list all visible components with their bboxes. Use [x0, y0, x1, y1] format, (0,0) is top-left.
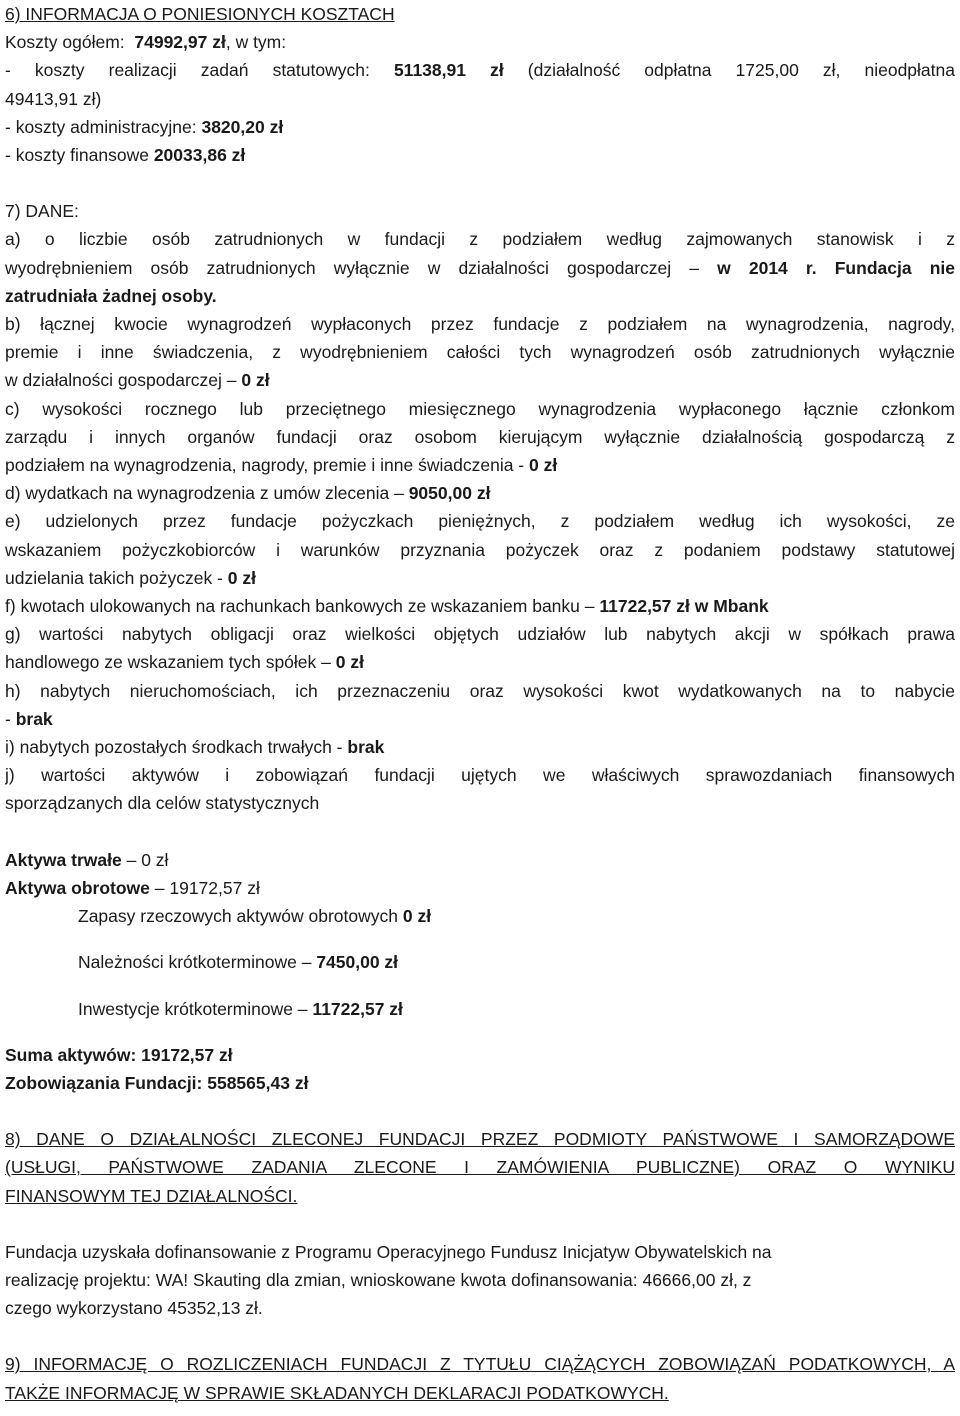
- item-d-line-1: d) wydatkach na wynagrodzenia z umów zlecenia – 9050,00 zł: [5, 483, 491, 504]
- costs-statutory: - koszty realizacji zadań statutowych: 51138,91 zł (działalność odpłatna 1725,00 zł, nieodpłatna: [5, 60, 955, 81]
- item-h-line-2: - brak: [5, 708, 53, 729]
- assets-receivables: Należności krótkoterminowe – 7450,00 zł: [78, 952, 399, 973]
- item-e-line-3: udzielania takich pożyczek - 0 zł: [5, 567, 256, 588]
- item-i-line-1: i) nabytych pozostałych środkach trwałych - brak: [5, 737, 385, 758]
- item-b-line-2: premie i inne świadczenia, z wyodrębnieniem całości tych wynagrodzeń osób zatrudnionych wyłącznie: [5, 342, 955, 363]
- costs-admin: - koszty administracyjne: 3820,20 zł: [5, 116, 284, 137]
- section-8-heading-line-2: (USŁUGI, PAŃSTWOWE ZADANIA ZLECONE I ZAMÓWIENIA PUBLICZNE) ORAZ O WYNIKU: [5, 1157, 955, 1178]
- item-a-line-2: wyodrębnieniem osób zatrudnionych wyłącznie w działalności gospodarczej – w 2014 r. Fundacja nie: [5, 257, 955, 278]
- section-9-heading-line-2: TAKŻE INFORMACJĘ W SPRAWIE SKŁADANYCH DEKLARACJI PODATKOWYCH.: [5, 1382, 669, 1403]
- item-h-line-1: h) nabytych nieruchomościach, ich przeznaczeniu oraz wysokości kwot wydatkowanych na to nabycie: [5, 680, 955, 701]
- assets-sum: Suma aktywów: 19172,57 zł: [5, 1044, 233, 1065]
- costs-financial: - koszty finansowe 20033,86 zł: [5, 145, 246, 166]
- item-c-line-3: podziałem na wynagrodzenia, nagrody, premie i inne świadczenia - 0 zł: [5, 455, 558, 476]
- item-f-line-1: f) kwotach ulokowanych na rachunkach bankowych ze wskazaniem banku – 11722,57 zł w Mbank: [5, 596, 769, 617]
- item-g-line-1: g) wartości nabytych obligacji oraz wielkości objętych udziałów lub nabytych akcji w spółkach prawa: [5, 624, 955, 645]
- section-8-heading-line-3: FINANSOWYM TEJ DZIAŁALNOŚCI.: [5, 1185, 298, 1206]
- costs-total: Koszty ogółem: 74992,97 zł, w tym:: [5, 32, 287, 53]
- item-j-line-2: sporządzanych dla celów statystycznych: [5, 793, 320, 814]
- assets-investments: Inwestycje krótkoterminowe – 11722,57 zł: [78, 998, 403, 1019]
- section-8-paragraph-line-3: czego wykorzystano 45352,13 zł.: [5, 1298, 263, 1319]
- item-b-line-1: b) łącznej kwocie wynagrodzeń wypłaconych przez fundacje z podziałem na wynagrodzenia, nagrody,: [5, 314, 955, 335]
- section-8-paragraph-line-2: realizację projektu: WA! Skauting dla zmian, wnioskowane kwota dofinansowania: 46666,00 zł, z: [5, 1269, 752, 1290]
- liabilities-total: Zobowiązania Fundacji: 558565,43 zł: [5, 1072, 309, 1093]
- section-8-heading-line-1: 8) DANE O DZIAŁALNOŚCI ZLECONEJ FUNDACJI PRZEZ PODMIOTY PAŃSTWOWE I SAMORZĄDOWE: [5, 1129, 955, 1150]
- item-j-line-1: j) wartości aktywów i zobowiązań fundacji ujętych we właściwych sprawozdaniach finansowych: [5, 765, 955, 786]
- item-e-line-2: wskazaniem pożyczkobiorców i warunków przyznania pożyczek oraz z podaniem podstawy statutowej: [5, 539, 955, 560]
- section-7-heading: 7) DANE:: [5, 201, 79, 222]
- assets-inventory: Zapasy rzeczowych aktywów obrotowych 0 zł: [78, 906, 432, 927]
- item-a-line-3: zatrudniała żadnej osoby.: [5, 285, 217, 306]
- item-b-line-3: w działalności gospodarczej – 0 zł: [5, 370, 270, 391]
- item-c-line-2: zarządu i innych organów fundacji oraz osobom kierującym wyłącznie działalnością gospodarczą z: [5, 426, 955, 447]
- assets-current: Aktywa obrotowe – 19172,57 zł: [5, 877, 260, 898]
- item-a-line-1: a) o liczbie osób zatrudnionych w fundacji z podziałem według zajmowanych stanowisk i z: [5, 229, 955, 250]
- item-g-line-2: handlowego ze wskazaniem tych spółek – 0 zł: [5, 652, 364, 673]
- section-9-heading-line-1: 9) INFORMACJĘ O ROZLICZENIACH FUNDACJI Z TYTUŁU CIĄŻĄCYCH ZOBOWIĄZAŃ PODATKOWYCH, A: [5, 1354, 955, 1375]
- section-8-paragraph-line-1: Fundacja uzyskała dofinansowanie z Programu Operacyjnego Fundusz Inicjatyw Obywatelskich na: [5, 1241, 772, 1262]
- assets-fixed: Aktywa trwałe – 0 zł: [5, 849, 169, 870]
- item-e-line-1: e) udzielonych przez fundacje pożyczkach pieniężnych, z podziałem według ich wysokości, ze: [5, 511, 955, 532]
- item-c-line-1: c) wysokości rocznego lub przeciętnego miesięcznego wynagrodzenia wypłaconego łącznie członkom: [5, 398, 955, 419]
- section-6-heading: 6) INFORMACJA O PONIESIONYCH KOSZTACH: [5, 4, 395, 24]
- costs-statutory-cont: 49413,91 zł): [5, 88, 102, 109]
